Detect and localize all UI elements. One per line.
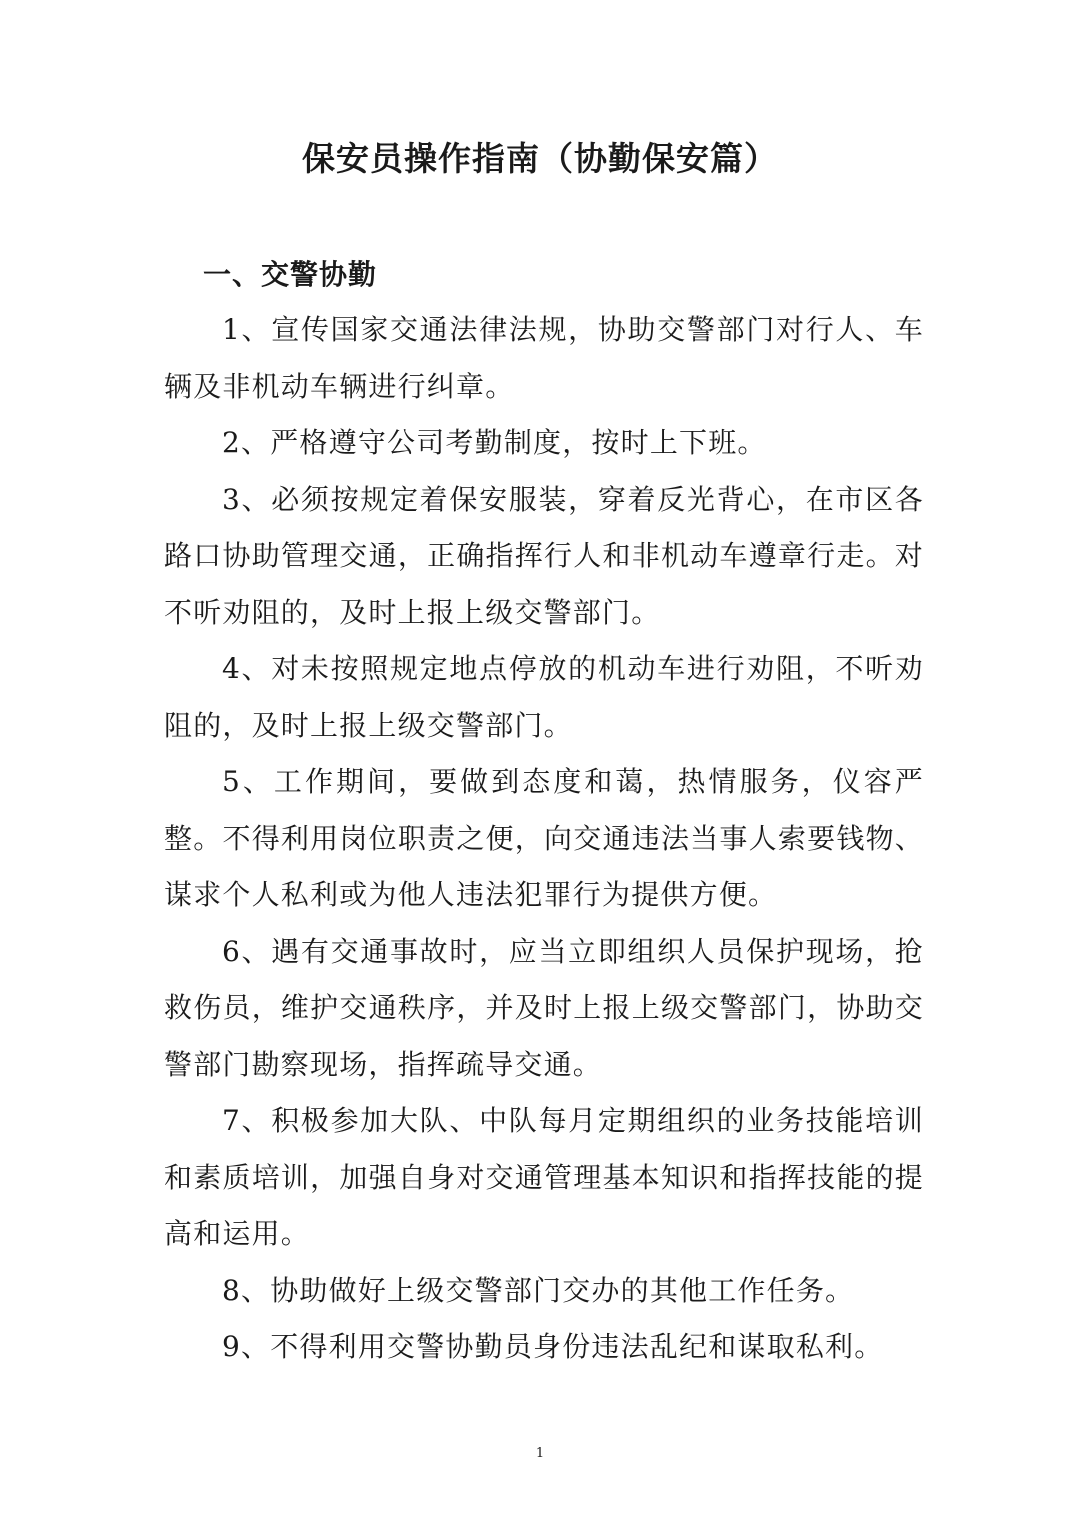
paragraph-8: 8、协助做好上级交警部门交办的其他工作任务。 bbox=[222, 1273, 855, 1307]
paragraph-2: 2、严格遵守公司考勤制度，按时上下班。 bbox=[222, 426, 767, 459]
paragraph-9: 9、不得利用交警协勤员身份违法乱纪和谋取私利。 bbox=[222, 1330, 884, 1363]
section-heading: 一、交警协勤 bbox=[203, 258, 378, 291]
paragraph-3: 3、必须按规定着保安服装，穿着反光背心，在市区各路口协助管理交通，正确指挥行人和非机动车遵章行走。对不听劝阻的，及时上报上级交警部门。 bbox=[164, 482, 924, 629]
paragraph-5: 5、工作期间，要做到态度和蔼，热情服务，仪容严整。不得利用岗位职责之便，向交通违法当事人索要钱物、谋求个人私利或为他人违法犯罪行为提供方便。 bbox=[164, 765, 924, 911]
paragraph-4: 4、对未按照规定地点停放的机动车进行劝阻，不听劝阻的，及时上报上级交警部门。 bbox=[164, 652, 924, 742]
document-title: 保安员操作指南（协勤保安篇） bbox=[302, 139, 778, 178]
paragraph-7: 7、积极参加大队、中队每月定期组织的业务技能培训和素质培训，加强自身对交通管理基本知识和指挥技能的提高和运用。 bbox=[164, 1104, 924, 1250]
document-body bbox=[164, 302, 924, 1376]
paragraph-1: 1、宣传国家交通法律法规，协助交警部门对行人、车辆及非机动车辆进行纠章。 bbox=[164, 313, 924, 403]
paragraph-6: 6、遇有交通事故时，应当立即组织人员保护现场，抢救伤员，维护交通秩序，并及时上报上级交警部门，协助交警部门勘察现场，指挥疏导交通。 bbox=[164, 934, 924, 1081]
page-number: 1 bbox=[535, 1446, 545, 1461]
